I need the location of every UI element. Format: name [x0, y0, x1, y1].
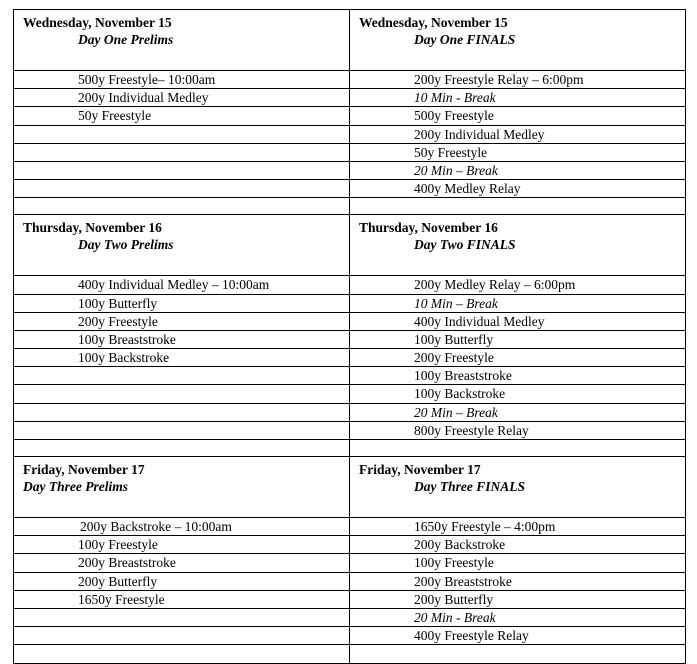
prelim-event: [14, 180, 350, 198]
prelim-event: 100y Freestyle: [14, 536, 350, 554]
final-event: 20 Min – Break: [350, 403, 686, 421]
event-row: [14, 645, 686, 663]
day-date: Friday, November 17: [23, 462, 145, 477]
final-event: 10 Min – Break: [350, 294, 686, 312]
final-event: 200y Butterfly: [350, 590, 686, 608]
session-title: Day One FINALS: [414, 32, 516, 47]
event-row: [14, 180, 686, 198]
event-row: [14, 276, 686, 294]
final-event: 200y Breaststroke: [350, 572, 686, 590]
event-row: [14, 143, 686, 161]
meet-schedule: [13, 9, 685, 664]
event-row: [14, 518, 686, 536]
session-title: Day Three FINALS: [414, 479, 525, 494]
schedule-table: [13, 9, 686, 664]
day-header-row: [14, 215, 686, 276]
prelim-event: 1650y Freestyle: [14, 590, 350, 608]
final-event: [350, 645, 686, 663]
prelims-header: [14, 10, 350, 71]
prelims-header: [14, 215, 350, 276]
day-date: Wednesday, November 15: [23, 15, 172, 30]
day-date: Wednesday, November 15: [359, 15, 508, 30]
event-row: [14, 554, 686, 572]
day-date: Friday, November 17: [359, 462, 481, 477]
event-row: [14, 536, 686, 554]
prelim-event: 50y Freestyle: [14, 107, 350, 125]
prelim-event: 200y Backstroke – 10:00am: [14, 518, 350, 536]
event-row: [14, 385, 686, 403]
finals-header: [350, 10, 686, 71]
prelim-event: 200y Freestyle: [14, 312, 350, 330]
prelim-event: 400y Individual Medley – 10:00am: [14, 276, 350, 294]
final-event: 20 Min – Break: [350, 161, 686, 179]
final-event: 1650y Freestyle – 4:00pm: [350, 518, 686, 536]
day-header-row: [14, 457, 686, 518]
event-row: [14, 107, 686, 125]
spacer-row: [14, 198, 686, 215]
prelim-event: [14, 627, 350, 645]
final-event: 500y Freestyle: [350, 107, 686, 125]
final-event: 100y Freestyle: [350, 554, 686, 572]
prelim-event: [14, 608, 350, 626]
prelim-event: [14, 143, 350, 161]
prelims-header: [14, 457, 350, 518]
final-event: 200y Medley Relay – 6:00pm: [350, 276, 686, 294]
day-date: Thursday, November 16: [23, 220, 162, 236]
finals-header: [350, 457, 686, 518]
final-event: 200y Backstroke: [350, 536, 686, 554]
event-row: [14, 572, 686, 590]
session-title: Day Two FINALS: [414, 237, 516, 253]
day-date: Thursday, November 16: [359, 220, 498, 236]
final-event: 800y Freestyle Relay: [350, 421, 686, 439]
final-event: 50y Freestyle: [350, 143, 686, 161]
final-event: 10 Min - Break: [350, 89, 686, 107]
event-row: [14, 608, 686, 626]
prelim-event: 100y Butterfly: [14, 294, 350, 312]
final-event: 400y Freestyle Relay: [350, 627, 686, 645]
prelim-event: 200y Breaststroke: [14, 554, 350, 572]
prelim-event: [14, 645, 350, 663]
event-row: [14, 89, 686, 107]
prelim-event: 100y Breaststroke: [14, 330, 350, 348]
final-event: 20 Min - Break: [350, 608, 686, 626]
final-event: 100y Breaststroke: [350, 367, 686, 385]
final-event: 200y Freestyle Relay – 6:00pm: [350, 71, 686, 89]
final-event: 400y Individual Medley: [350, 312, 686, 330]
spacer-row: [14, 440, 686, 457]
event-row: [14, 330, 686, 348]
day-header-row: [14, 10, 686, 71]
session-title: Day Two Prelims: [78, 237, 174, 253]
event-row: [14, 590, 686, 608]
final-event: 200y Freestyle: [350, 349, 686, 367]
prelim-event: [14, 403, 350, 421]
event-row: [14, 627, 686, 645]
prelim-event: [14, 367, 350, 385]
session-title: Day One Prelims: [78, 32, 174, 47]
prelim-event: [14, 161, 350, 179]
event-row: [14, 312, 686, 330]
final-event: 400y Medley Relay: [350, 180, 686, 198]
prelim-event: [14, 421, 350, 439]
prelim-event: 500y Freestyle– 10:00am: [14, 71, 350, 89]
event-row: [14, 161, 686, 179]
session-title: Day Three Prelims: [23, 479, 128, 494]
event-row: [14, 125, 686, 143]
event-row: [14, 349, 686, 367]
final-event: 200y Individual Medley: [350, 125, 686, 143]
prelim-event: 100y Backstroke: [14, 349, 350, 367]
event-row: [14, 294, 686, 312]
prelim-event: [14, 385, 350, 403]
final-event: 100y Backstroke: [350, 385, 686, 403]
event-row: [14, 71, 686, 89]
event-row: [14, 367, 686, 385]
prelim-event: 200y Individual Medley: [14, 89, 350, 107]
finals-header: [350, 215, 686, 276]
event-row: [14, 421, 686, 439]
final-event: 100y Butterfly: [350, 330, 686, 348]
prelim-event: [14, 125, 350, 143]
event-row: [14, 403, 686, 421]
prelim-event: 200y Butterfly: [14, 572, 350, 590]
